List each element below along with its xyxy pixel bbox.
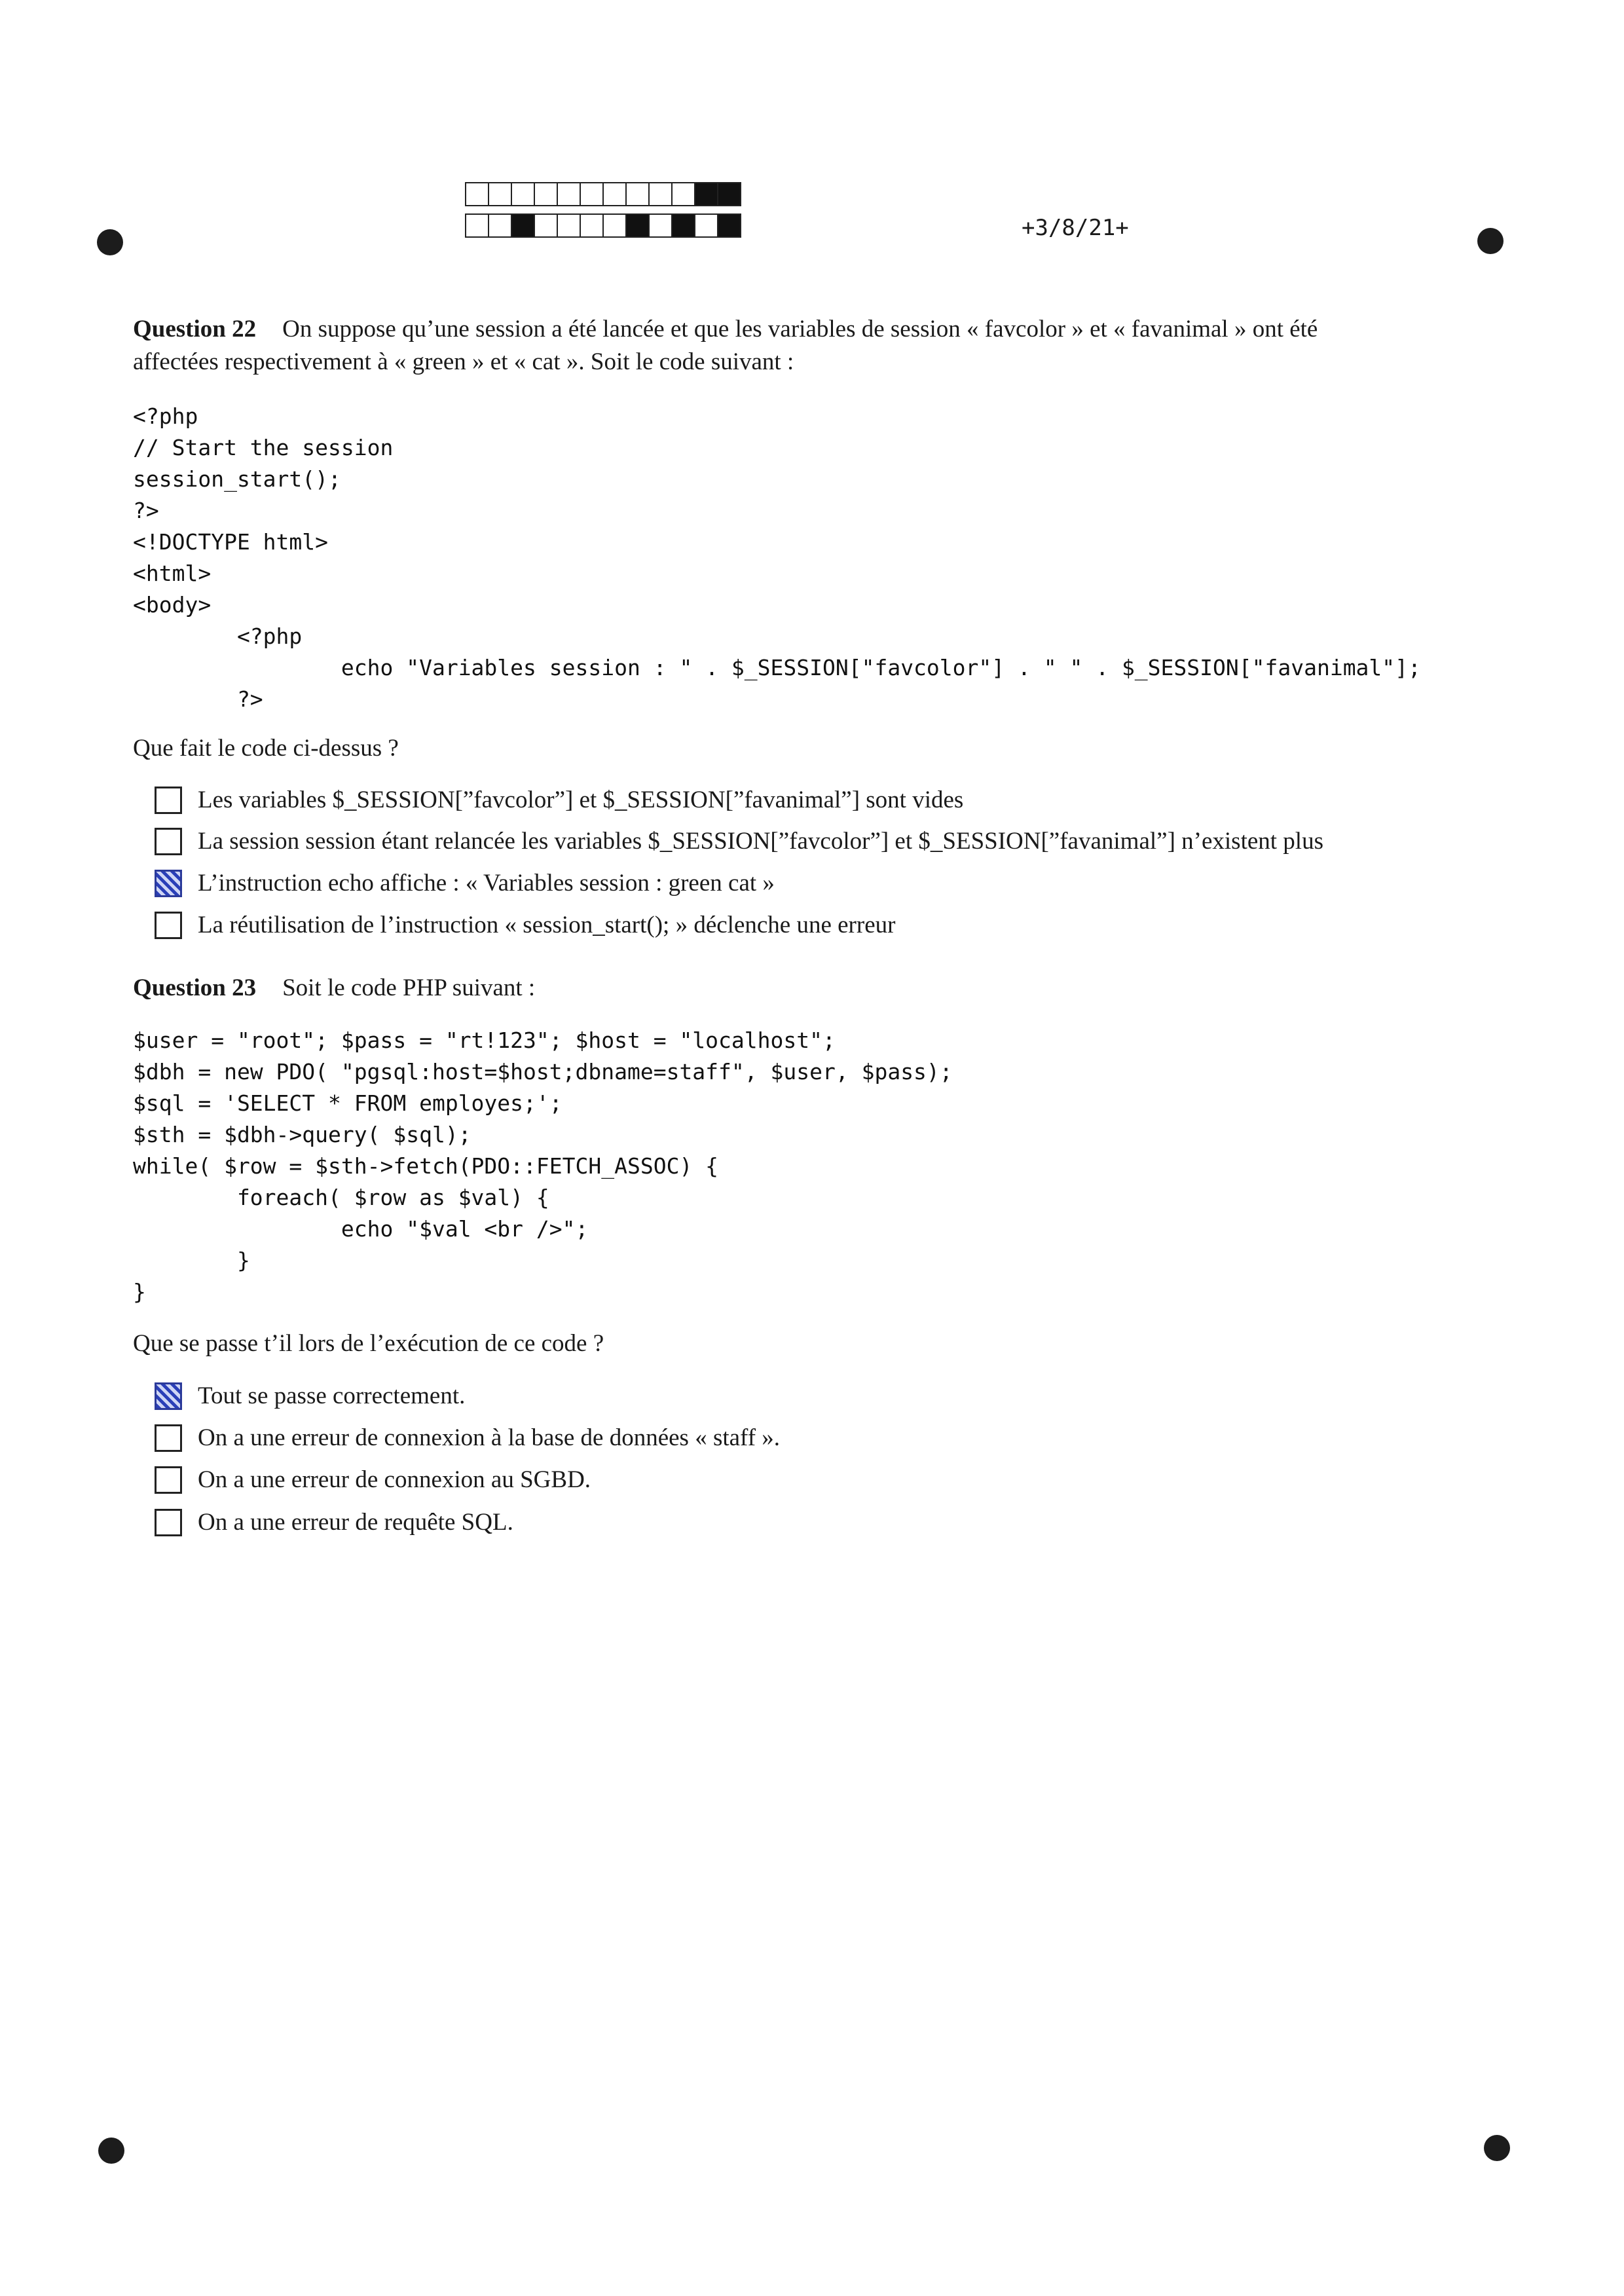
- corner-mark-top-right: [1477, 228, 1504, 254]
- q23-option-4[interactable]: [155, 1506, 513, 1539]
- corner-mark-bottom-left: [98, 2138, 124, 2164]
- q23-code-block: $user = "root"; $pass = "rt!123"; $host = "localhost"; $dbh = new PDO( "pgsql:host=$host;dbname=staff", $user, $pass); $sql = 'SELECT * FROM employes;'; $sth = $dbh->query( $sql); while( $row = $sth->fetch(PDO::FETCH_ASSOC) { foreach( $row as $val) { echo "$val <br />"; } }: [133, 1028, 953, 1305]
- barcode-cell: [557, 182, 581, 206]
- q23-checkbox-3[interactable]: [155, 1466, 182, 1494]
- q23-option-4-label: On a une erreur de requête SQL.: [198, 1509, 513, 1536]
- page-id: +3/8/21+: [1022, 215, 1129, 241]
- barcode-cell: [580, 213, 604, 238]
- barcode-cell: [694, 182, 718, 206]
- barcode-cell: [625, 213, 650, 238]
- q22-prompt: Que fait le code ci-dessus ?: [133, 735, 399, 762]
- q22-option-2-label: La session session étant relancée les variables $_SESSION[”favcolor”] et $_SESSION[”favanimal”] n’existent plus: [198, 828, 1323, 855]
- barcode-cell: [694, 213, 718, 238]
- q23-heading: [133, 972, 535, 1005]
- q23-option-3[interactable]: [155, 1464, 591, 1496]
- barcode-cell: [557, 213, 581, 238]
- barcode-cell: [717, 213, 741, 238]
- barcode-cell: [717, 182, 741, 206]
- corner-mark-top-left: [97, 229, 123, 255]
- q22-option-4-label: La réutilisation de l’instruction « session_start(); » déclenche une erreur: [198, 912, 896, 938]
- barcode-cell: [465, 213, 489, 238]
- q22-option-1[interactable]: [155, 784, 963, 817]
- barcode-cell: [534, 182, 558, 206]
- barcode-cell: [488, 213, 512, 238]
- barcode-cell: [511, 182, 535, 206]
- q23-option-2-label: On a une erreur de connexion à la base de données « staff ».: [198, 1424, 781, 1451]
- q23-prompt: Que se passe t’il lors de l’exécution de ce code ?: [133, 1330, 604, 1357]
- barcode-cell: [580, 182, 604, 206]
- barcode-cell: [671, 213, 695, 238]
- q22-option-4[interactable]: [155, 909, 895, 942]
- barcode-cell: [648, 182, 673, 206]
- q22-label: Question 22: [133, 316, 257, 343]
- q23-label: Question 23: [133, 974, 257, 1001]
- q22-checkbox-4[interactable]: [155, 912, 182, 939]
- barcode-cell: [602, 182, 627, 206]
- q22-checkbox-2[interactable]: [155, 828, 182, 855]
- q23-checkbox-4[interactable]: [155, 1509, 182, 1536]
- q23-option-1-label: Tout se passe correctement.: [198, 1382, 466, 1409]
- q22-checkbox-3[interactable]: [155, 870, 182, 897]
- q23-checkbox-2[interactable]: [155, 1424, 182, 1452]
- barcode-cell: [648, 213, 673, 238]
- barcode-cell: [671, 182, 695, 206]
- q22-checkbox-1[interactable]: [155, 787, 182, 814]
- q23-option-2[interactable]: [155, 1422, 780, 1454]
- q22-text-line2: affectées respectivement à « green » et « cat ». Soit le code suivant :: [133, 348, 794, 375]
- barcode-cell: [625, 182, 650, 206]
- barcode-cell: [465, 182, 489, 206]
- q22-code-block: <?php // Start the session session_start(); ?> <!DOCTYPE html> <html> <body> <?php echo "Variables session : " . $_SESSION["favcolor"] . " " . $_SESSION["favanimal"]; ?>: [133, 403, 1421, 712]
- corner-mark-bottom-right: [1484, 2135, 1510, 2161]
- q23-option-3-label: On a une erreur de connexion au SGBD.: [198, 1466, 591, 1493]
- barcode-bottom: [465, 213, 740, 238]
- q23-checkbox-1[interactable]: [155, 1382, 182, 1410]
- q22-option-3-label: L’instruction echo affiche : « Variables session : green cat »: [198, 870, 775, 897]
- barcode-cell: [534, 213, 558, 238]
- barcode-cell: [511, 213, 535, 238]
- q22-option-3[interactable]: [155, 867, 775, 900]
- q22-option-2[interactable]: [155, 825, 1323, 858]
- q23-text-line1: Soit le code PHP suivant :: [282, 974, 536, 1001]
- barcode-cell: [488, 182, 512, 206]
- q23-option-1[interactable]: [155, 1380, 465, 1413]
- barcode-cell: [602, 213, 627, 238]
- q22-text-line1: On suppose qu’une session a été lancée et que les variables de session « favcolor » et « favanimal » ont été: [282, 316, 1318, 343]
- q22-option-1-label: Les variables $_SESSION[”favcolor”] et $_SESSION[”favanimal”] sont vides: [198, 787, 964, 813]
- barcode-top: [465, 182, 740, 206]
- q22-heading: [133, 313, 1318, 346]
